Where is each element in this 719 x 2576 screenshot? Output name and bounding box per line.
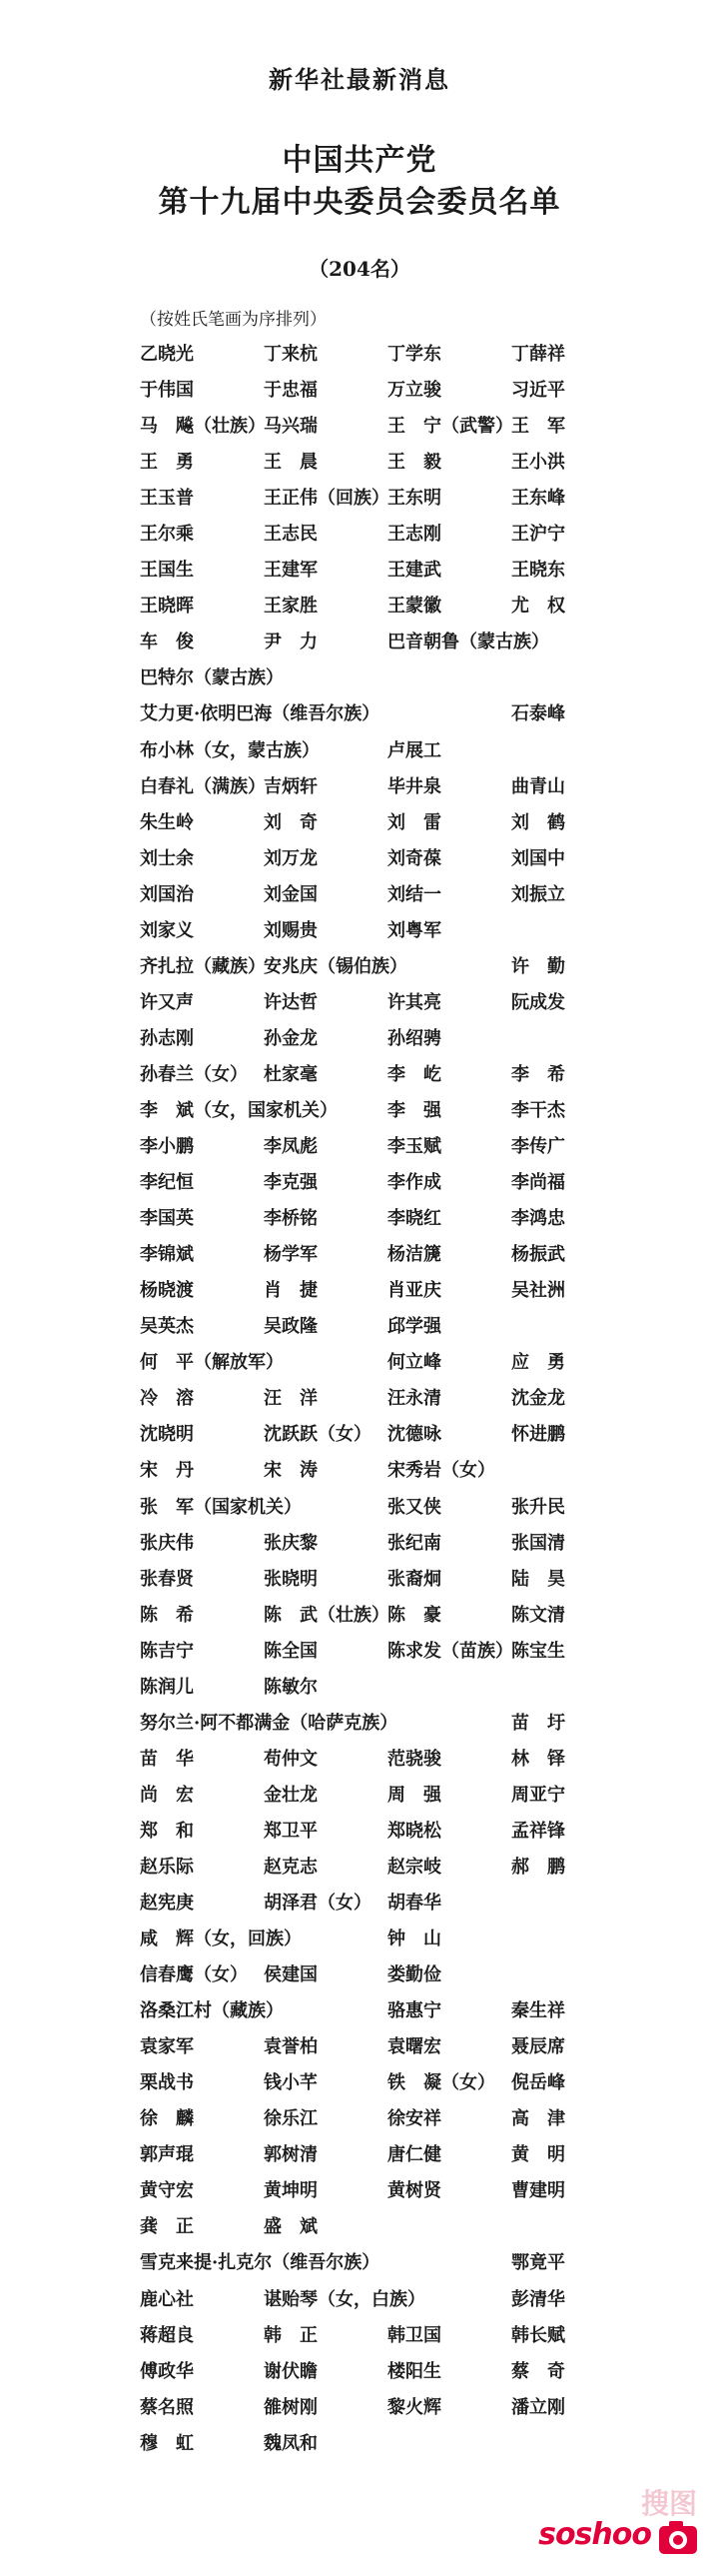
member-name: 王小洪: [511, 452, 565, 474]
member-name: 王 宁（武警）: [387, 416, 513, 438]
member-name: 汪永清: [387, 1388, 441, 1410]
member-name: 龚 正: [140, 2216, 194, 2238]
member-name: 乙晓光: [140, 344, 194, 365]
name-row: [140, 1993, 609, 2029]
member-name: 蒋超良: [140, 2324, 194, 2346]
member-name: 白春礼（满族）: [140, 775, 266, 797]
name-row: [140, 1562, 609, 1598]
member-name: 郭树清: [264, 2144, 318, 2166]
member-name: 王国生: [140, 560, 194, 582]
member-name: 聂辰席: [511, 2036, 565, 2058]
member-name: 袁誉柏: [264, 2036, 318, 2058]
member-name: 陈全国: [264, 1640, 318, 1662]
member-name: 杨洁篪: [387, 1244, 441, 1266]
member-name: 李尚福: [511, 1172, 565, 1194]
member-name: 刘士余: [140, 847, 194, 869]
name-row: [140, 1778, 609, 1814]
member-name: 刘国治: [140, 883, 194, 905]
member-name: 黄坤明: [264, 2180, 318, 2202]
name-row: [140, 1381, 609, 1417]
member-name: 李 希: [511, 1063, 565, 1085]
member-name: 王东峰: [511, 488, 565, 510]
member-name: 丁来杭: [264, 344, 318, 365]
member-name: 李玉赋: [387, 1136, 441, 1158]
member-name: 蔡名照: [140, 2396, 194, 2418]
member-name: 周 强: [387, 1784, 441, 1806]
member-name: 杜家毫: [264, 1063, 318, 1085]
member-name: 雪克来提·扎克尔（维吾尔族）: [140, 2252, 380, 2274]
name-row: [140, 733, 609, 769]
watermark: [505, 2487, 701, 2562]
member-name: 吉炳轩: [264, 775, 318, 797]
name-row: [140, 445, 609, 481]
member-name: 于伟国: [140, 380, 194, 402]
member-name: 王建武: [387, 560, 441, 582]
name-row: [140, 841, 609, 877]
title-line-2: 第十九届中央委员会委员名单: [158, 185, 561, 220]
member-name: 刘国中: [511, 847, 565, 869]
member-name: 刘家义: [140, 919, 194, 941]
name-row: [140, 2209, 609, 2245]
member-name: 王志民: [264, 524, 318, 546]
member-name: 陈 武（壮族）: [264, 1604, 389, 1626]
member-name: 宋秀岩（女）: [387, 1460, 495, 1482]
member-name: 魏凤和: [264, 2432, 318, 2454]
member-name: 徐乐江: [264, 2108, 318, 2130]
name-row: [140, 337, 609, 373]
title-line-1: 中国共产党: [282, 143, 437, 178]
member-name: 齐扎拉（藏族）: [140, 955, 266, 977]
name-row: [140, 877, 609, 913]
name-row: [140, 1526, 609, 1562]
member-name: 郑晓松: [387, 1820, 441, 1842]
member-name: 陈润儿: [140, 1676, 194, 1698]
member-name: 胡春华: [387, 1893, 441, 1915]
name-row: [140, 2101, 609, 2137]
member-name: 李凤彪: [264, 1136, 318, 1158]
name-row: [140, 2173, 609, 2209]
member-name: 王沪宁: [511, 524, 565, 546]
member-name: 阮成发: [511, 991, 565, 1013]
member-name: 黎火辉: [387, 2396, 441, 2418]
member-name: 何立峰: [387, 1352, 441, 1374]
member-name: 秦生祥: [511, 2000, 565, 2022]
name-row: [140, 1886, 609, 1922]
member-name: 徐安祥: [387, 2108, 441, 2130]
member-name: 巴音朝鲁（蒙古族）: [387, 632, 549, 653]
name-row: [140, 2354, 609, 2390]
member-name: 许其亮: [387, 991, 441, 1013]
member-name: 刘赐贵: [264, 919, 318, 941]
name-row: [140, 625, 609, 660]
member-name: 宋 涛: [264, 1460, 318, 1482]
member-name: 孟祥锋: [511, 1820, 565, 1842]
agency-line: 新华社最新消息: [269, 65, 450, 94]
name-list: [140, 337, 609, 2462]
member-name: 陈 豪: [387, 1604, 441, 1626]
member-name: 陈敏尔: [264, 1676, 318, 1698]
member-name: 沈跃跃（女）: [264, 1424, 371, 1446]
member-name: 周亚宁: [511, 1784, 565, 1806]
member-name: 王建军: [264, 560, 318, 582]
camera-icon: [655, 2516, 701, 2562]
member-name: 雒树刚: [264, 2396, 318, 2418]
name-row: [140, 373, 609, 409]
member-name: 布小林（女，蒙古族）: [140, 739, 320, 761]
name-row: [140, 1850, 609, 1886]
member-name: 胡泽君（女）: [264, 1893, 371, 1915]
name-row: [140, 1957, 609, 1993]
member-name: 肖 捷: [264, 1280, 318, 1302]
member-name: 张 军（国家机关）: [140, 1496, 302, 1518]
member-name: 赵克志: [264, 1856, 318, 1878]
member-name: 倪岳峰: [511, 2072, 565, 2094]
member-name: 沈晓明: [140, 1424, 194, 1446]
member-name: 肖亚庆: [387, 1280, 441, 1302]
name-row: [140, 1345, 609, 1381]
member-name: 王 晨: [264, 452, 318, 474]
member-name: 洛桑江村（藏族）: [140, 2000, 284, 2022]
member-name: 信春鹰（女）: [140, 1964, 248, 1986]
member-name: 刘振立: [511, 883, 565, 905]
member-name: 陆 昊: [511, 1568, 565, 1590]
member-count: （204名）: [309, 257, 410, 281]
name-row: [140, 1021, 609, 1057]
member-name: 李 强: [387, 1099, 441, 1121]
member-name: 车 俊: [140, 632, 194, 653]
member-name: 鹿心社: [140, 2288, 194, 2310]
member-name: 马 飚（壮族）: [140, 416, 266, 438]
member-name: 刘 鹤: [511, 811, 565, 833]
member-name: 冷 溶: [140, 1388, 194, 1410]
name-row: [140, 1670, 609, 1706]
name-row: [140, 1814, 609, 1850]
member-name: 朱生岭: [140, 811, 194, 833]
name-row: [140, 2029, 609, 2065]
name-row: [140, 1490, 609, 1526]
member-name: 李晓红: [387, 1208, 441, 1230]
member-name: 王玉普: [140, 488, 194, 510]
member-name: 孙春兰（女）: [140, 1063, 248, 1085]
member-name: 高 津: [511, 2108, 565, 2130]
member-name: 张裔炯: [387, 1568, 441, 1590]
member-name: 韩长赋: [511, 2324, 565, 2346]
name-row: [140, 517, 609, 553]
member-name: 栗战书: [140, 2072, 194, 2094]
member-name: 石泰峰: [511, 703, 565, 725]
member-name: 丁学东: [387, 344, 441, 365]
watermark-chinese: 搜图: [640, 2487, 697, 2520]
member-name: 孙金龙: [264, 1027, 318, 1049]
member-name: 郝 鹏: [511, 1856, 565, 1878]
name-row: [140, 1453, 609, 1489]
name-row: [140, 409, 609, 445]
name-row: [140, 1129, 609, 1165]
member-name: 李国英: [140, 1208, 194, 1230]
member-name: 吴英杰: [140, 1316, 194, 1338]
name-row: [140, 2318, 609, 2354]
member-name: 马兴瑞: [264, 416, 318, 438]
member-name: 李桥铭: [264, 1208, 318, 1230]
member-name: 铁 凝（女）: [387, 2072, 495, 2094]
member-name: 陈宝生: [511, 1640, 565, 1662]
member-name: 娄勤俭: [387, 1964, 441, 1986]
member-name: 陈吉宁: [140, 1640, 194, 1662]
member-name: 王 军: [511, 416, 565, 438]
member-name: 孙绍骋: [387, 1027, 441, 1049]
member-name: 何 平（解放军）: [140, 1352, 284, 1374]
member-name: 郑 和: [140, 1820, 194, 1842]
member-name: 张纪南: [387, 1532, 441, 1554]
name-row: [140, 1417, 609, 1453]
member-name: 咸 辉（女，回族）: [140, 1929, 302, 1950]
name-row: [140, 481, 609, 517]
member-name: 陈 希: [140, 1604, 194, 1626]
member-name: 林 铎: [511, 1748, 565, 1770]
member-name: 赵宪庚: [140, 1893, 194, 1915]
name-row: [140, 769, 609, 805]
name-row: [140, 1201, 609, 1237]
member-name: 蔡 奇: [511, 2360, 565, 2382]
member-name: 黄守宏: [140, 2180, 194, 2202]
member-name: 苗 圩: [511, 1712, 565, 1734]
member-name: 刘万龙: [264, 847, 318, 869]
member-name: 王蒙徽: [387, 596, 441, 618]
member-name: 李干杰: [511, 1099, 565, 1121]
member-name: 李克强: [264, 1172, 318, 1194]
member-name: 艾力更·依明巴海（维吾尔族）: [140, 703, 380, 725]
member-name: 钟 山: [387, 1929, 441, 1950]
member-name: 王志刚: [387, 524, 441, 546]
member-name: 赵宗岐: [387, 1856, 441, 1878]
member-name: 谌贻琴（女，白族）: [264, 2288, 425, 2310]
document-title: [0, 140, 719, 224]
member-name: 曹建明: [511, 2180, 565, 2202]
member-name: 韩卫国: [387, 2324, 441, 2346]
member-name: 李锦斌: [140, 1244, 194, 1266]
member-name: 张庆黎: [264, 1532, 318, 1554]
member-name: 怀进鹏: [511, 1424, 565, 1446]
name-row: [140, 949, 609, 985]
member-name: 李作成: [387, 1172, 441, 1194]
member-name: 李鸿忠: [511, 1208, 565, 1230]
member-name: 刘 奇: [264, 811, 318, 833]
name-row: [140, 1742, 609, 1778]
name-row: [140, 2390, 609, 2426]
name-row: [140, 696, 609, 732]
member-name: 郑卫平: [264, 1820, 318, 1842]
member-name: 苟仲文: [264, 1748, 318, 1770]
member-name: 袁家军: [140, 2036, 194, 2058]
name-row: [140, 1598, 609, 1634]
member-name: 安兆庆（锡伯族）: [264, 955, 407, 977]
member-name: 卢展工: [387, 739, 441, 761]
member-name: 孙志刚: [140, 1027, 194, 1049]
member-name: 王东明: [387, 488, 441, 510]
name-row: [140, 1309, 609, 1345]
name-row: [140, 1634, 609, 1670]
member-name: 刘粤军: [387, 919, 441, 941]
member-name: 万立骏: [387, 380, 441, 402]
member-name: 韩 正: [264, 2324, 318, 2346]
name-row: [140, 1057, 609, 1093]
member-name: 沈金龙: [511, 1388, 565, 1410]
member-name: 黄 明: [511, 2144, 565, 2166]
member-name: 钱小芊: [264, 2072, 318, 2094]
member-name: 吴政隆: [264, 1316, 318, 1338]
member-name: 张又侠: [387, 1496, 441, 1518]
name-row: [140, 1237, 609, 1273]
member-name: 曲青山: [511, 775, 565, 797]
member-name: 范骁骏: [387, 1748, 441, 1770]
member-name: 吴社洲: [511, 1280, 565, 1302]
member-name: 毕井泉: [387, 775, 441, 797]
member-name: 努尔兰·阿不都满金（哈萨克族）: [140, 1712, 398, 1734]
member-name: 王 毅: [387, 452, 441, 474]
member-name: 穆 虹: [140, 2432, 194, 2454]
member-name: 张升民: [511, 1496, 565, 1518]
member-name: 习近平: [511, 380, 565, 402]
member-name: 丁薛祥: [511, 344, 565, 365]
member-name: 杨晓渡: [140, 1280, 194, 1302]
name-row: [140, 913, 609, 949]
member-name: 楼阳生: [387, 2360, 441, 2382]
name-row: [140, 2137, 609, 2173]
name-row: [140, 1273, 609, 1309]
member-name: 王晓晖: [140, 596, 194, 618]
member-name: 李小鹏: [140, 1136, 194, 1158]
member-name: 刘奇葆: [387, 847, 441, 869]
member-name: 汪 洋: [264, 1388, 318, 1410]
member-name: 鄂竟平: [511, 2252, 565, 2274]
name-row: [140, 805, 609, 841]
member-name: 陈文清: [511, 1604, 565, 1626]
member-name: 许又声: [140, 991, 194, 1013]
member-name: 彭清华: [511, 2288, 565, 2310]
member-name: 唐仁健: [387, 2144, 441, 2166]
member-name: 黄树贤: [387, 2180, 441, 2202]
name-row: [140, 2065, 609, 2101]
name-row: [140, 1922, 609, 1957]
member-name: 刘 雷: [387, 811, 441, 833]
member-name: 尤 权: [511, 596, 565, 618]
member-name: 刘金国: [264, 883, 318, 905]
name-row: [140, 2426, 609, 2462]
member-name: 沈德咏: [387, 1424, 441, 1446]
member-name: 张春贤: [140, 1568, 194, 1590]
member-name: 苗 华: [140, 1748, 194, 1770]
member-name: 王 勇: [140, 452, 194, 474]
ordering-note: （按姓氏笔画为序排列）: [140, 310, 327, 330]
name-row: [140, 589, 609, 625]
member-name: 杨学军: [264, 1244, 318, 1266]
member-name: 傅政华: [140, 2360, 194, 2382]
member-name: 刘结一: [387, 883, 441, 905]
member-name: 尚 宏: [140, 1784, 194, 1806]
name-row: [140, 1093, 609, 1129]
name-row: [140, 2282, 609, 2318]
member-name: 王尔乘: [140, 524, 194, 546]
member-name: 宋 丹: [140, 1460, 194, 1482]
member-name: 杨振武: [511, 1244, 565, 1266]
name-row: [140, 660, 609, 696]
member-name: 谢伏瞻: [264, 2360, 318, 2382]
member-name: 金壮龙: [264, 1784, 318, 1806]
member-name: 陈求发（苗族）: [387, 1640, 513, 1662]
member-name: 李纪恒: [140, 1172, 194, 1194]
member-name: 应 勇: [511, 1352, 565, 1374]
name-row: [140, 985, 609, 1021]
name-row: [140, 1706, 609, 1742]
member-name: 潘立刚: [511, 2396, 565, 2418]
member-name: 李 斌（女，国家机关）: [140, 1099, 338, 1121]
member-name: 邱学强: [387, 1316, 441, 1338]
member-name: 张晓明: [264, 1568, 318, 1590]
watermark-brand: soshoo: [538, 2517, 651, 2552]
member-name: 许 勤: [511, 955, 565, 977]
member-name: 王正伟（回族）: [264, 488, 389, 510]
member-name: 盛 斌: [264, 2216, 318, 2238]
member-name: 王家胜: [264, 596, 318, 618]
name-row: [140, 553, 609, 589]
member-name: 赵乐际: [140, 1856, 194, 1878]
member-name: 王晓东: [511, 560, 565, 582]
member-name: 张国清: [511, 1532, 565, 1554]
member-name: 郭声琨: [140, 2144, 194, 2166]
member-name: 许达哲: [264, 991, 318, 1013]
member-name: 于忠福: [264, 380, 318, 402]
member-name: 侯建国: [264, 1964, 318, 1986]
member-name: 巴特尔（蒙古族）: [140, 667, 284, 689]
name-row: [140, 1165, 609, 1201]
member-name: 骆惠宁: [387, 2000, 441, 2022]
name-row: [140, 2245, 609, 2281]
member-name: 李传广: [511, 1136, 565, 1158]
member-name: 徐 麟: [140, 2108, 194, 2130]
member-name: 张庆伟: [140, 1532, 194, 1554]
member-name: 袁曙宏: [387, 2036, 441, 2058]
member-name: 李 屹: [387, 1063, 441, 1085]
member-name: 尹 力: [264, 632, 318, 653]
